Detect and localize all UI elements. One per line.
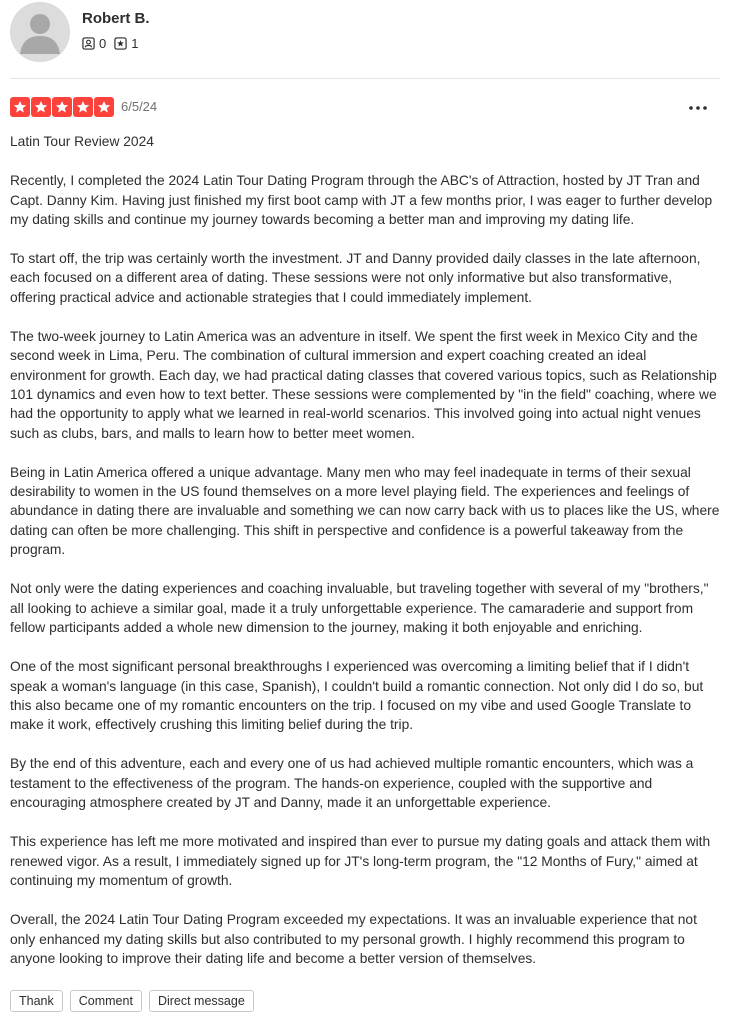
review-paragraph: Overall, the 2024 Latin Tour Dating Program exceeded my expectations. It was an invaluable experience that not only enhanced my dating skills but also contributed to my personal growth. I highly recommend this program to anyone looking to improve their dating life and become a better version of themselves. bbox=[10, 912, 697, 966]
friends-stat bbox=[82, 36, 106, 51]
review-paragraph: By the end of this adventure, each and every one of us had achieved multiple romantic encounters, which was a testament to the effectiveness of the program. The hands-on experience, coupled with the supportive and encouraging atmosphere created by JT and Danny, made it an unforgettable experience. bbox=[10, 756, 694, 811]
review-content bbox=[10, 132, 720, 988]
reviewer-name[interactable]: Robert B. bbox=[82, 10, 150, 27]
reviews-count: 1 bbox=[131, 36, 139, 51]
star-icon bbox=[73, 97, 93, 117]
rating-row bbox=[10, 96, 720, 120]
star-icon bbox=[94, 97, 114, 117]
review-actions bbox=[10, 990, 261, 1012]
more-options-icon bbox=[688, 105, 708, 111]
reviews-stat bbox=[114, 36, 138, 51]
review-star-icon bbox=[114, 37, 127, 50]
more-options-button[interactable] bbox=[686, 96, 710, 120]
review-paragraph: This experience has left me more motivated and inspired than ever to pursue my dating goals and attack them with renewed vigor. As a result, I immediately signed up for JT's long-term program, the "12 Months of Fury," aimed at continuing my momentum of growth. bbox=[10, 834, 711, 888]
review-paragraph: The two-week journey to Latin America was an adventure in itself. We spent the first week in Mexico City and the second week in Lima, Peru. The combination of cultural immersion and expert coaching created an ideal environment for growth. Each day, we had practical dating classes that covered various topics, such as Relationship 101 dynamics and even how to text better. These sessions were complemented by "in the field" coaching, where we had the opportunity to apply what we learned in real-world scenarios. This involved going into actual night venues such as clubs, bars, and malls to learn how to better meet women. bbox=[10, 329, 717, 441]
thank-button[interactable]: Thank bbox=[10, 990, 63, 1012]
friends-icon bbox=[82, 37, 95, 50]
star-icon bbox=[31, 97, 51, 117]
review-body bbox=[10, 171, 720, 968]
reviewer-header bbox=[10, 0, 720, 79]
review-paragraph: One of the most significant personal breakthroughs I experienced was overcoming a limiting belief that if I didn't speak a woman's language (in this case, Spanish), I couldn't build a romantic connection. Not only did I do so, but this also became one of my romantic encounters on the trip. I focused on my vibe and used Google Translate to make it work, effectively crushing this limiting belief during the trip. bbox=[10, 659, 704, 733]
avatar[interactable] bbox=[10, 2, 70, 62]
review-paragraph: To start off, the trip was certainly worth the investment. JT and Danny provided daily classes in the late afternoon, each focused on a different area of dating. These sessions were not only informative but also transformative, offering practical advice and actionable strategies that I could immediately implement. bbox=[10, 251, 701, 305]
review-paragraph: Not only were the dating experiences and coaching invaluable, but traveling together with several of my "brothers," all looking to achieve a similar goal, made it a truly unforgettable experience. The camaraderie and support from fellow participants added a whole new dimension to the journey, making it both enjoyable and enriching. bbox=[10, 581, 709, 635]
friends-count: 0 bbox=[99, 36, 107, 51]
star-icon bbox=[10, 97, 30, 117]
reviewer-stats bbox=[82, 36, 146, 51]
review-title: Latin Tour Review 2024 bbox=[10, 134, 154, 149]
comment-button[interactable]: Comment bbox=[70, 990, 142, 1012]
star-rating bbox=[10, 97, 115, 117]
default-avatar-icon bbox=[10, 2, 70, 62]
direct-message-button[interactable]: Direct message bbox=[149, 990, 254, 1012]
review-date: 6/5/24 bbox=[121, 99, 158, 114]
star-icon bbox=[52, 97, 72, 117]
review-paragraph: Being in Latin America offered a unique advantage. Many men who may feel inadequate in terms of their sexual desirability to women in the US found themselves on a more level playing field. The experiences and feelings of abundance in dating there are invaluable and something we can now carry back with us to places like the US, where dating can often be more challenging. This shift in perspective and confidence is a powerful takeaway from the program. bbox=[10, 464, 720, 558]
review-paragraph: Recently, I completed the 2024 Latin Tour Dating Program through the ABC's of Attraction, hosted by JT Tran and Capt. Danny Kim. Having just finished my first boot camp with JT a few months prior, I was eager to further develop my dating skills and continue my journey towards becoming a better man and improving my dating life. bbox=[10, 173, 713, 227]
